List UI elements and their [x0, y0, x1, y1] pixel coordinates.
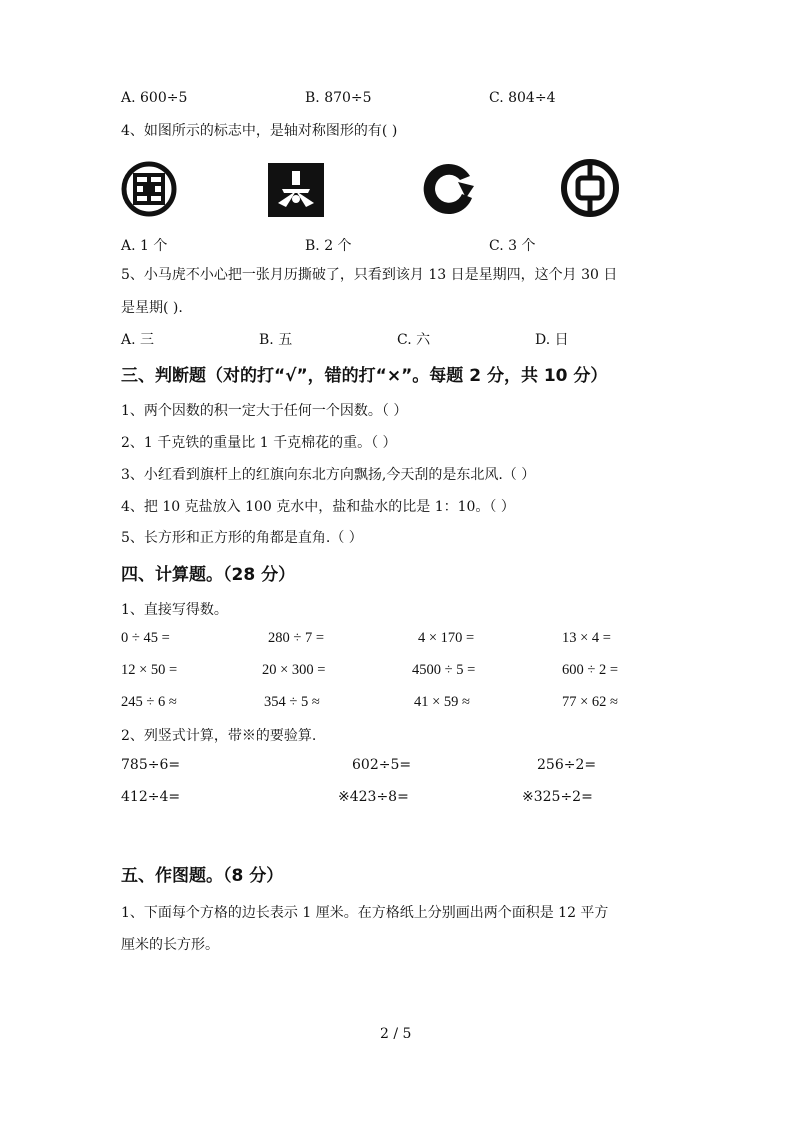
calc-r1-c4: 13 × 4 = [562, 630, 611, 646]
option-a: A. 600÷5 [121, 90, 188, 106]
question-5-line2: 是星期( ). [121, 300, 183, 316]
calc-r3-c3: 41 × 59 ≈ [414, 694, 471, 710]
cmb-logo-icon [418, 158, 478, 218]
calc-r1-c3: 4 × 170 = [418, 630, 475, 646]
section-5-title: 五、作图题。（8 分） [121, 866, 284, 886]
boc-logo-icon [560, 158, 620, 218]
calc-r3-c4: 77 × 62 ≈ [562, 694, 619, 710]
calc-r1-c2: 280 ÷ 7 = [268, 630, 325, 646]
page-number: 2 / 5 [380, 1026, 412, 1042]
judge-item-5: 5、长方形和正方形的角都是直角.（ ） [121, 530, 363, 546]
calc-r3-c2: 354 ÷ 5 ≈ [264, 694, 320, 710]
icbc-logo-icon [120, 160, 178, 218]
question-4-text: 4、如图所示的标志中，是轴对称图形的有( ) [121, 123, 398, 139]
question-5-line1: 5、小马虎不小心把一张月历撕破了，只看到该月 13 日是星期四，这个月 30 日 [121, 267, 618, 283]
section-3-title: 三、判断题（对的打“√”，错的打“×”。每题 2 分，共 10 分） [121, 366, 608, 386]
calc-r3-c1: 245 ÷ 6 ≈ [121, 694, 177, 710]
judge-item-3: 3、小红看到旗杆上的红旗向东北方向飘扬,今天刮的是东北风.（ ） [121, 467, 536, 483]
vertical-calc-r2-c3: ※325÷2= [522, 789, 593, 805]
calc-sub-2: 2、列竖式计算，带※的要验算. [121, 728, 317, 744]
judge-item-1: 1、两个因数的积一定大于任何一个因数。（ ） [121, 403, 408, 419]
judge-item-2: 2、1 千克铁的重量比 1 千克棉花的重。（ ） [121, 435, 397, 451]
calc-r2-c1: 12 × 50 = [121, 662, 178, 678]
calc-r2-c2: 20 × 300 = [262, 662, 326, 678]
judge-item-4: 4、把 10 克盐放入 100 克水中，盐和盐水的比是 1：10。（ ） [121, 499, 515, 515]
q4-option-c: C. 3 个 [489, 238, 536, 254]
calc-r2-c3: 4500 ÷ 5 = [412, 662, 476, 678]
q5-option-a: A. 三 [121, 332, 155, 348]
vertical-calc-r1-c2: 602÷5= [352, 757, 412, 773]
option-b: B. 870÷5 [305, 90, 372, 106]
calc-r1-c1: 0 ÷ 45 = [121, 630, 170, 646]
drawing-question-line1: 1、下面每个方格的边长表示 1 厘米。在方格纸上分别画出两个面积是 12 平方 [121, 905, 609, 921]
q5-option-d: D. 日 [535, 332, 569, 348]
vertical-calc-r1-c3: 256÷2= [537, 757, 597, 773]
q4-option-a: A. 1 个 [121, 238, 168, 254]
ccb-logo-icon [268, 163, 324, 217]
vertical-calc-r2-c1: 412÷4= [121, 789, 181, 805]
calc-r2-c4: 600 ÷ 2 = [562, 662, 619, 678]
option-c: C. 804÷4 [489, 90, 556, 106]
section-4-title: 四、计算题。（28 分） [121, 565, 296, 585]
vertical-calc-r1-c1: 785÷6= [121, 757, 181, 773]
calc-sub-1: 1、直接写得数。 [121, 602, 228, 618]
drawing-question-line2: 厘米的长方形。 [121, 937, 219, 953]
q5-option-c: C. 六 [397, 332, 431, 348]
q5-option-b: B. 五 [259, 332, 293, 348]
vertical-calc-r2-c2: ※423÷8= [338, 789, 409, 805]
q4-option-b: B. 2 个 [305, 238, 352, 254]
